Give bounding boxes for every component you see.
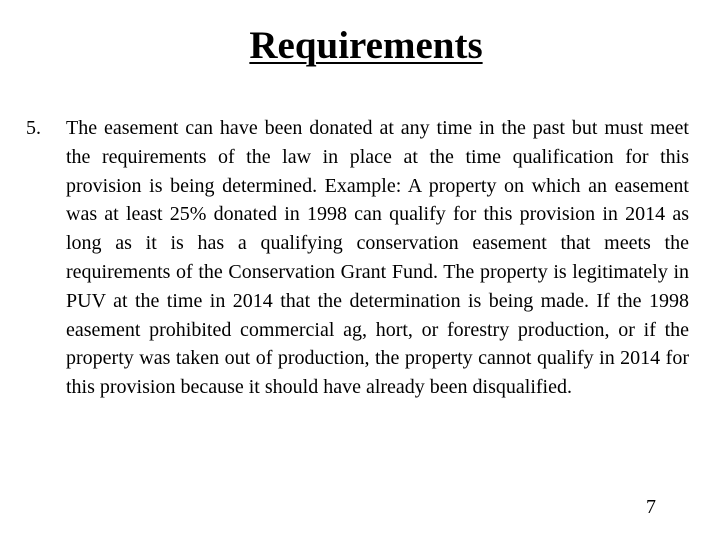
slide-title: Requirements	[249, 24, 483, 67]
list-item-number: 5.	[26, 117, 41, 139]
list-item-text: The easement can have been donated at any time in the past but must meet the requirements of the law in place at the time qualification for this provision is being determined. Example: A property on which an easement was at least 25% donated in 1998 can qualify for this provision in 2014 as long as it is has a qualifying conservation easement that meets the requirements of the Conservation Grant Fund. The property is legitimately in PUV at the time in 2014 that the determination is being made. If the 1998 easement prohibited commercial ag, hort, or forestry production, or if the property was taken out of production, the property cannot qualify in 2014 for this provision because it should have already been disqualified.	[66, 117, 689, 399]
page-number: 7	[646, 496, 656, 518]
